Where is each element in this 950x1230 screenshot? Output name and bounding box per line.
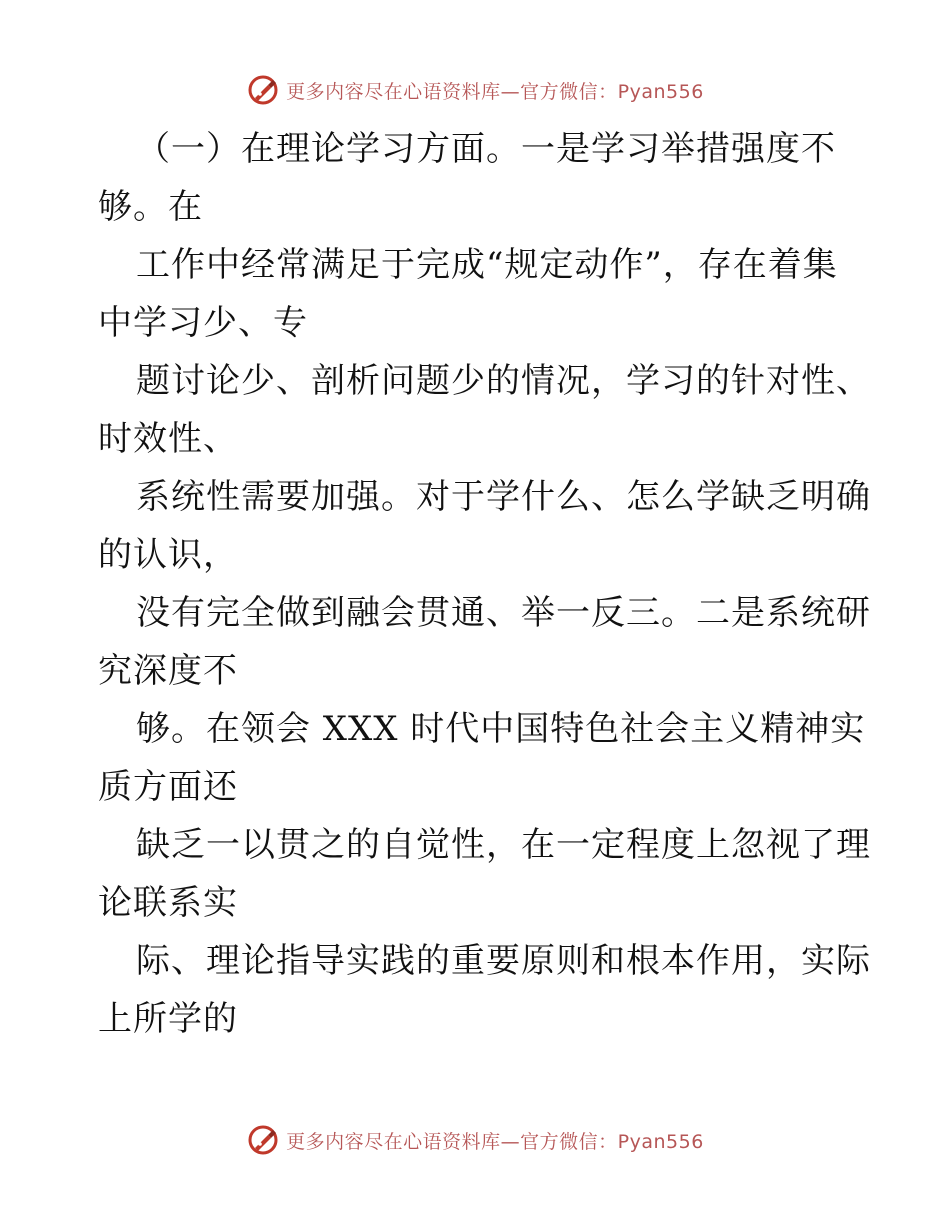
body-line: 够。在领会 XXX 时代中国特色社会主义精神实	[136, 709, 866, 749]
body-line: 题讨论少、剖析问题少的情况，学习的针对性、	[136, 361, 871, 401]
pen-nib-logo-icon	[246, 1123, 280, 1157]
body-line: 上所学的	[98, 999, 238, 1039]
body-line: 质方面还	[98, 767, 238, 807]
body-line: 际、理论指导实践的重要原则和根本作用，实际	[136, 941, 871, 981]
body-line: 论联系实	[98, 883, 238, 923]
body-line: （一）在理论学习方面。一是学习举措强度不	[136, 129, 836, 169]
body-line: 的认识，	[98, 535, 238, 575]
body-line: 缺乏一以贯之的自觉性，在一定程度上忽视了理	[136, 825, 871, 865]
footer-banner	[0, 1120, 950, 1160]
body-line: 中学习少、专	[98, 303, 308, 343]
body-line: 工作中经常满足于完成“规定动作”，存在着集	[136, 245, 838, 285]
header-banner	[0, 70, 950, 110]
body-line: 够。在	[98, 187, 203, 227]
body-line: 究深度不	[98, 651, 238, 691]
body-line: 没有完全做到融会贯通、举一反三。二是系统研	[136, 593, 871, 633]
document-body	[98, 120, 871, 1048]
footer-banner-text: 更多内容尽在心语资料库—官方微信：Pyan556	[286, 1130, 704, 1153]
body-line: 系统性需要加强。对于学什么、怎么学缺乏明确	[136, 477, 871, 517]
pen-nib-logo-icon	[246, 73, 280, 107]
body-line: 时效性、	[98, 419, 238, 459]
header-banner-text: 更多内容尽在心语资料库—官方微信：Pyan556	[286, 80, 704, 103]
